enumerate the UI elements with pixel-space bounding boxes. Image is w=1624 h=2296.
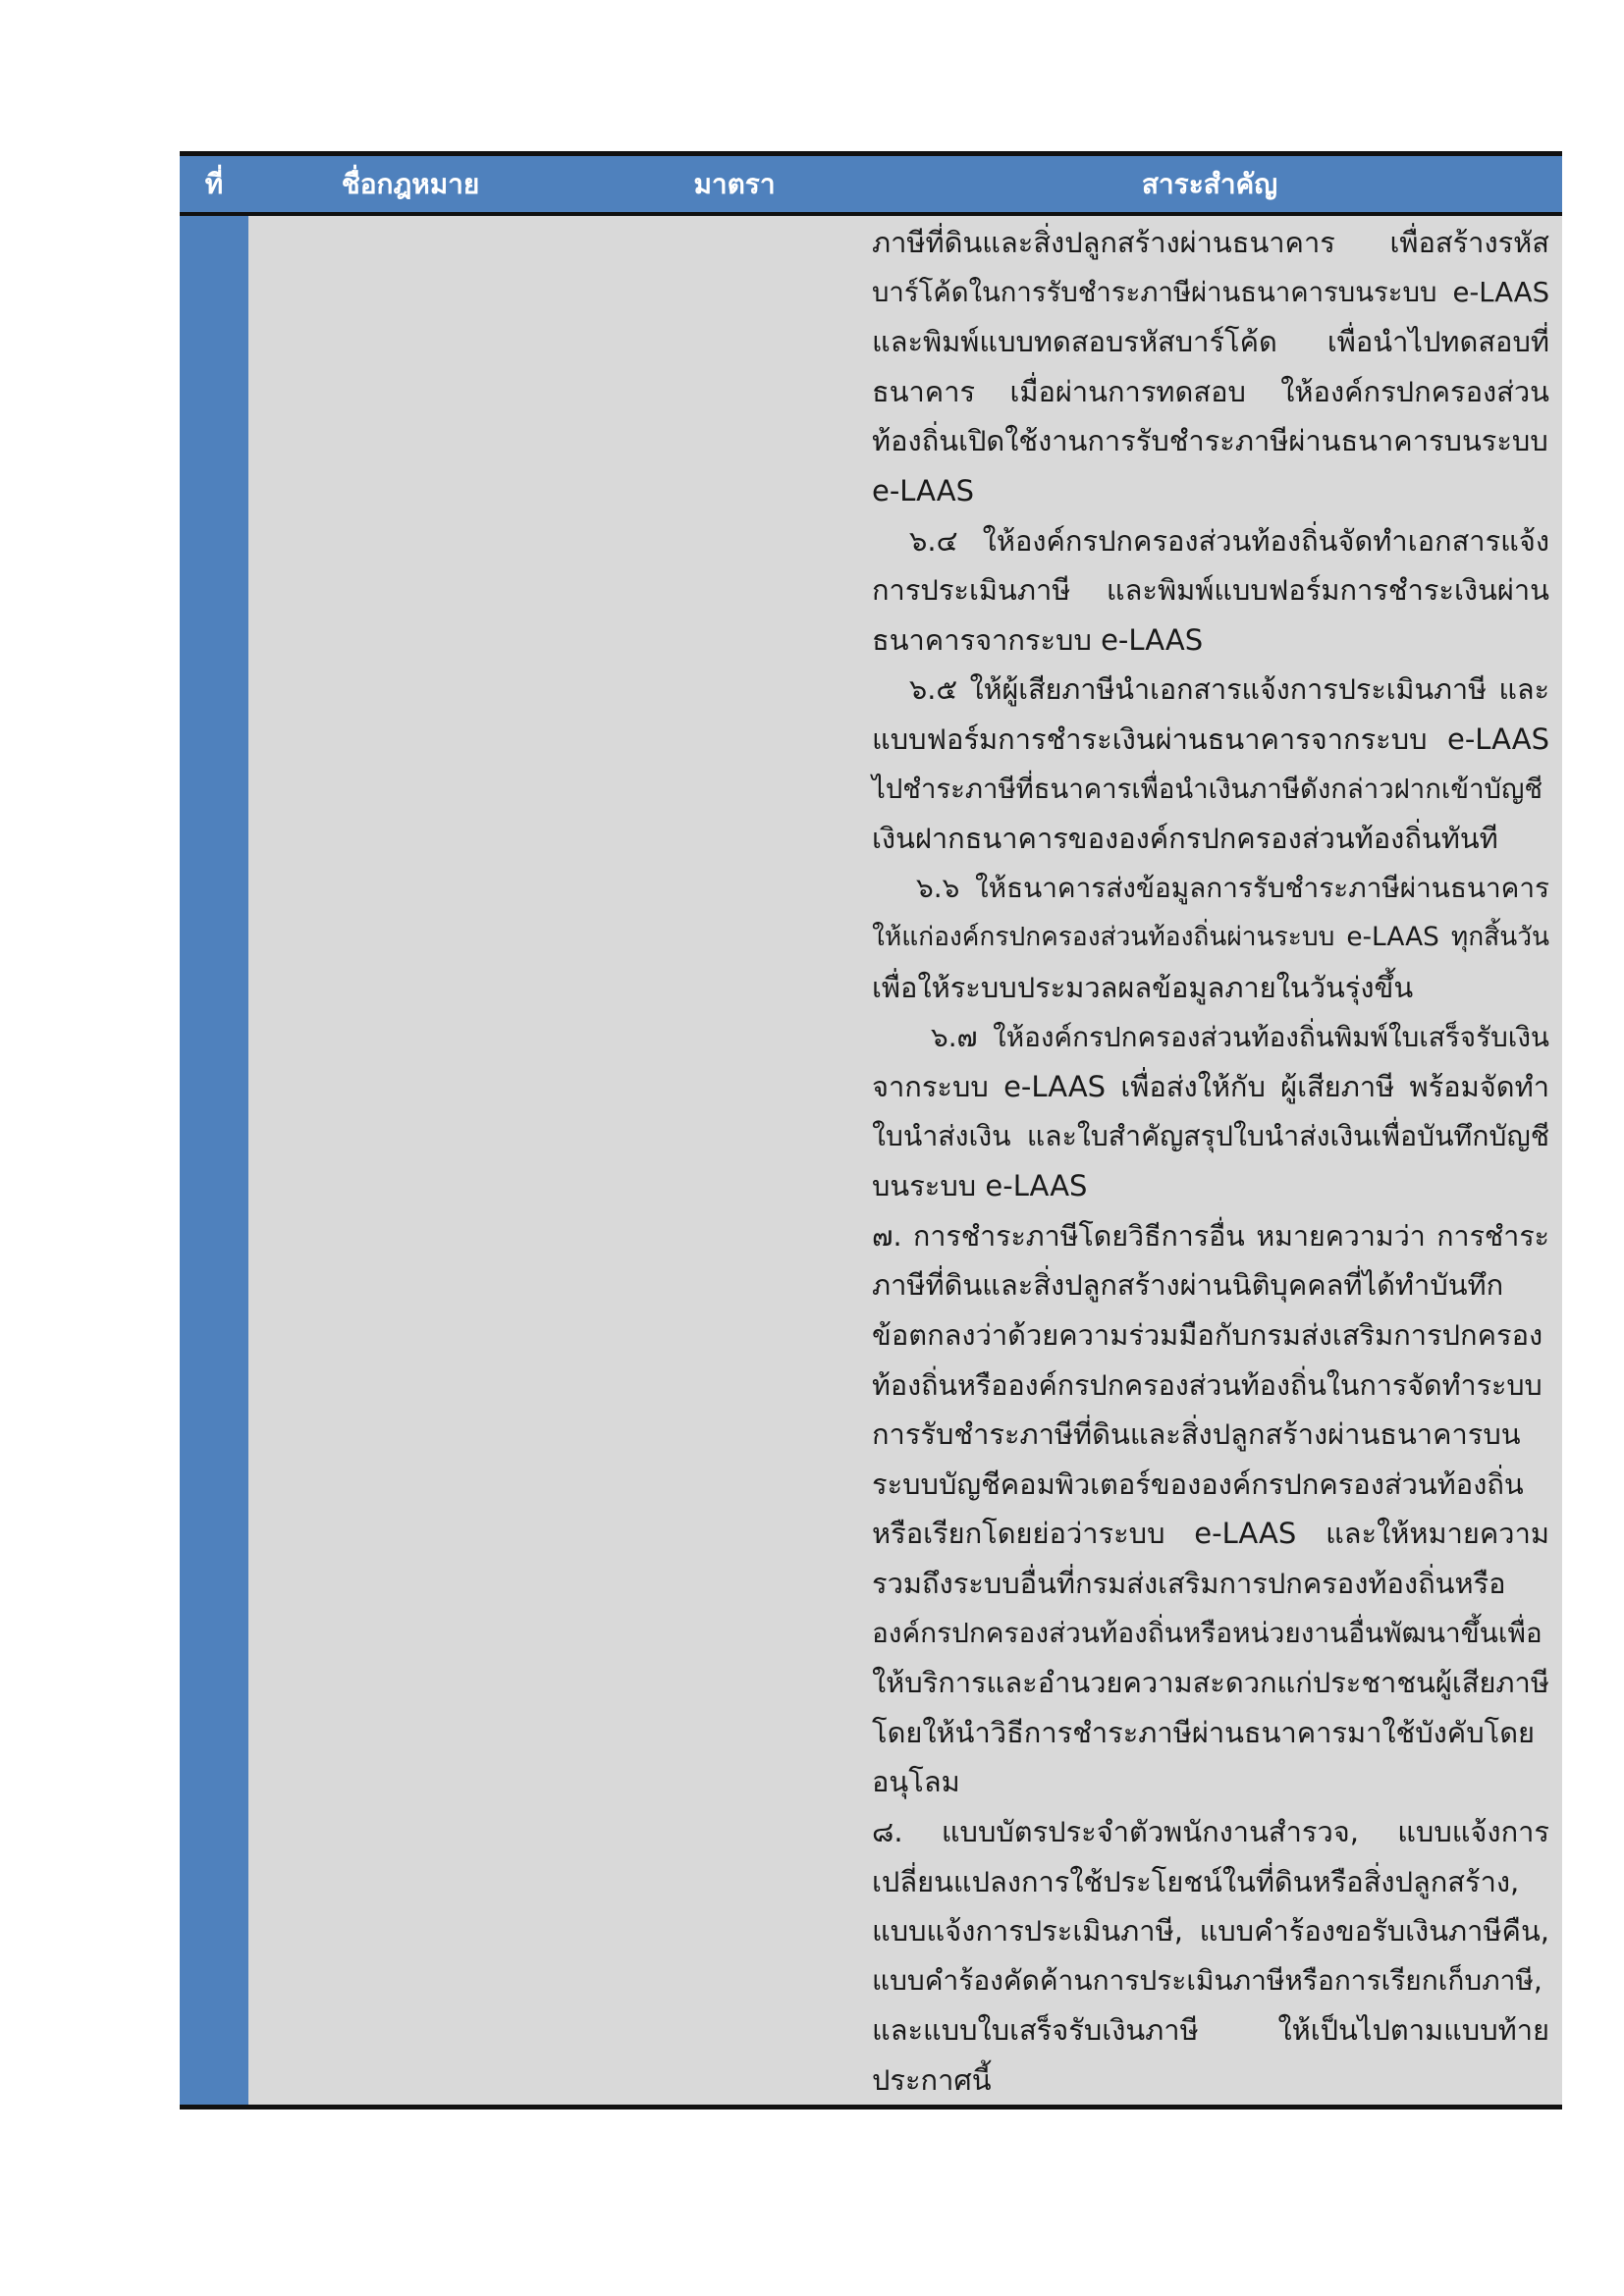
table-header-row: [180, 156, 1562, 212]
essence-line: ให้บริการและอำนวยความสะดวกแก่ประชาชนผู้เสียภาษี: [872, 1666, 1549, 1700]
essence-line: ภาษีที่ดินและสิ่งปลูกสร้างผ่านนิติบุคคลที่ได้ทำบันทึก: [872, 1268, 1504, 1303]
essence-line: รวมถึงระบบอื่นที่กรมส่งเสริมการปกครองท้องถิ่นหรือ: [872, 1567, 1506, 1601]
essence-line: แบบฟอร์มการชำระเงินผ่านธนาคารจากระบบ e-LAAS: [872, 721, 1549, 756]
essence-line: ธนาคาร เมื่อผ่านการทดสอบ ให้องค์กรปกครองส่วน: [872, 374, 1549, 408]
essence-line: และพิมพ์แบบทดสอบรหัสบาร์โค้ด เพื่อนำไปทดสอบที่: [872, 325, 1549, 359]
essence-line: ระบบบัญชีคอมพิวเตอร์ขององค์กรปกครองส่วนท้องถิ่น: [872, 1467, 1524, 1501]
essence-line: ภาษีที่ดินและสิ่งปลูกสร้างผ่านธนาคาร เพื่อสร้างรหัส: [872, 226, 1549, 259]
essence-line: ๖.๔ ให้องค์กรปกครองส่วนท้องถิ่นจัดทำเอกสารแจ้ง: [909, 523, 1549, 558]
header-law-name: ชื่อกฎหมาย: [341, 168, 480, 200]
header-essence: สาระสำคัญ: [1141, 168, 1278, 200]
essence-line: แบบแจ้งการประเมินภาษี, แบบคำร้องขอรับเงินภาษีคืน,: [872, 1914, 1549, 1949]
essence-line: โดยให้นำวิธีการชำระภาษีผ่านธนาคารมาใช้บังคับโดย: [872, 1715, 1536, 1749]
essence-line: ๖.๗ ให้องค์กรปกครองส่วนท้องถิ่นพิมพ์ใบเสร็จรับเงิน: [931, 1020, 1549, 1053]
essence-line: เงินฝากธนาคารขององค์กรปกครองส่วนท้องถิ่นทันที: [872, 822, 1498, 856]
essence-line: ข้อตกลงว่าด้วยความร่วมมือกับกรมส่งเสริมการปกครอง: [872, 1318, 1543, 1353]
essence-line: ประกาศนี้: [872, 2062, 992, 2097]
essence-line: แบบคำร้องคัดค้านการประเมินภาษีหรือการเรียกเก็บภาษี,: [872, 1963, 1543, 1997]
header-section: มาตรา: [693, 168, 776, 200]
table-bottom-rule: [180, 2105, 1562, 2109]
essence-line: ๖.๕ ให้ผู้เสียภาษีนำเอกสารแจ้งการประเมินภาษี และ: [909, 672, 1549, 707]
essence-line: การรับชำระภาษีที่ดินและสิ่งปลูกสร้างผ่านธนาคารบน: [872, 1417, 1521, 1452]
essence-line: ท้องถิ่นเปิดใช้งานการรับชำระภาษีผ่านธนาคารบนระบบ: [872, 424, 1548, 458]
row-number-cell: [180, 216, 248, 2105]
essence-line: ให้แก่องค์กรปกครองส่วนท้องถิ่นผ่านระบบ e-LAAS ทุกสิ้นวัน: [872, 923, 1549, 953]
essence-line: อนุโลม: [872, 1765, 960, 1799]
essence-line: หรือเรียกโดยย่อว่าระบบ e-LAAS และให้หมายความ: [872, 1517, 1549, 1551]
essence-line: และแบบใบเสร็จรับเงินภาษี ให้เป็นไปตามแบบท้าย: [872, 2013, 1549, 2048]
essence-line: ๖.๖ ให้ธนาคารส่งข้อมูลการรับชำระภาษีผ่านธนาคาร: [916, 871, 1549, 904]
essence-line: ใบนำส่งเงิน และใบสำคัญสรุปใบนำส่งเงินเพื่อบันทึกบัญชี: [872, 1119, 1549, 1152]
essence-line: ท้องถิ่นหรือองค์กรปกครองส่วนท้องถิ่นในการจัดทำระบบ: [872, 1367, 1543, 1402]
essence-line: ๗. การชำระภาษีโดยวิธีการอื่น หมายความว่า การชำระ: [872, 1218, 1549, 1253]
essence-line: ไปชำระภาษีที่ธนาคารเพื่อนำเงินภาษีดังกล่าวฝากเข้าบัญชี: [872, 773, 1543, 805]
header-no: ที่: [204, 168, 224, 200]
essence-line: เปลี่ยนแปลงการใช้ประโยชน์ในที่ดินหรือสิ่งปลูกสร้าง,: [872, 1864, 1520, 1898]
table-row: [180, 216, 1562, 2105]
essence-line: บนระบบ e-LAAS: [872, 1169, 1088, 1203]
essence-line: e-LAAS: [872, 473, 975, 507]
essence-line: ๘. แบบบัตรประจำตัวพนักงานสำรวจ, แบบแจ้งการ: [872, 1815, 1549, 1848]
essence-line: ธนาคารจากระบบ e-LAAS: [872, 622, 1204, 657]
essence-line: การประเมินภาษี และพิมพ์แบบฟอร์มการชำระเงินผ่าน: [872, 573, 1549, 608]
essence-line: เพื่อให้ระบบประมวลผลข้อมูลภายในวันรุ่งขึ้น: [872, 970, 1414, 1004]
essence-cell: [872, 218, 1549, 2106]
essence-line: บาร์โค้ดในการรับชำระภาษีผ่านธนาคารบนระบบ e-LAAS: [872, 276, 1549, 308]
essence-line: จากระบบ e-LAAS เพื่อส่งให้กับ ผู้เสียภาษี พร้อมจัดทำ: [872, 1070, 1549, 1104]
essence-line: องค์กรปกครองส่วนท้องถิ่นหรือหน่วยงานอื่นพัฒนาขึ้นเพื่อ: [872, 1616, 1543, 1649]
law-table: [180, 151, 1562, 2110]
